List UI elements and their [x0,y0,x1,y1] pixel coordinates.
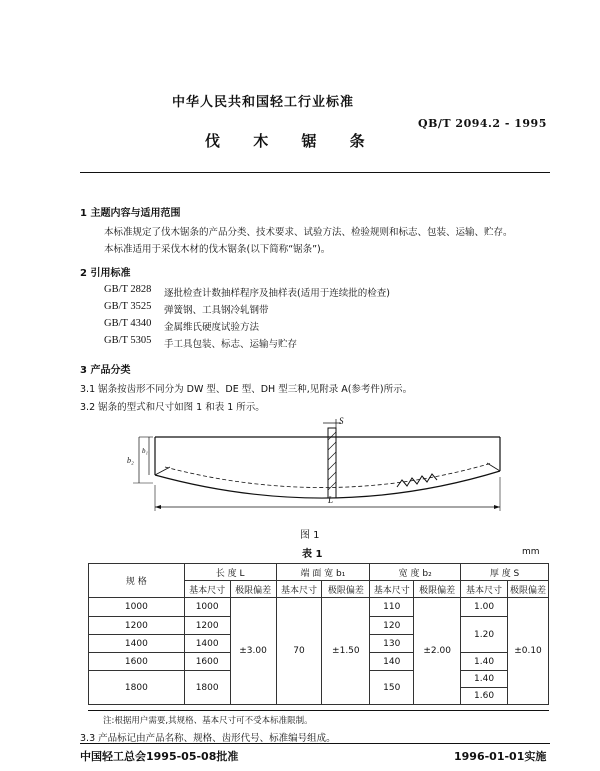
subheader-basic: 基本尺寸 [370,581,414,598]
cell-spec: 1000 [89,598,185,617]
dim-b1-label: b₁ [142,447,148,455]
subheader-tolerance: 极限偏差 [414,581,461,598]
cell-length: 1800 [184,671,230,705]
reference-item [104,301,544,318]
cell-spec: 1600 [89,653,185,671]
cell-width: 110 [370,598,414,617]
blade-left-tick [155,467,170,475]
cell-length: 1200 [184,617,230,635]
cell-thickness-tolerance: ±0.10 [508,598,549,705]
cell-width: 140 [370,653,414,671]
cell-thickness: 1.60 [474,691,495,701]
reference-list [104,284,544,352]
blade-teeth [397,474,437,487]
clause-3-1: 3.1 锯条按齿形不同分为 DW 型、DE 型、DH 型三种,见附录 A(参考件)所示。 [80,384,413,395]
clause-3-2: 3.2 锯条的型式和尺寸如图 1 和表 1 所示。 [80,402,265,413]
cell-spec: 1200 [89,617,185,635]
document-title: 伐 木 锯 条 [205,132,379,150]
dim-l-label: L [328,495,334,505]
subheader-tolerance: 极限偏差 [508,581,549,598]
subheader-basic: 基本尺寸 [276,581,322,598]
cell-width-tolerance: ±2.00 [414,598,461,705]
section3-heading: 3 产品分类 [80,365,131,376]
table-header-row [89,564,549,581]
standard-number: QB/T 2094.2 - 1995 [418,117,547,130]
cell-thickness: 1.40 [461,653,508,671]
section2-heading: 2 引用标准 [80,268,131,279]
reference-code: GB/T 5305 [104,335,152,346]
cell-end-width: 70 [276,598,322,705]
reference-item [104,335,544,352]
reference-title: 手工具包装、标志、运输与贮存 [164,339,298,350]
dim-s-label: S [339,416,344,426]
reference-title: 弹簧钢、工具钢冷轧钢带 [164,305,269,316]
cell-end-width-tolerance: ±1.50 [322,598,370,705]
cell-spec: 1800 [89,671,185,705]
cell-length-tolerance: ±3.00 [230,598,276,705]
header-end-width: 端 面 宽 b₁ [276,564,370,581]
figure-caption: 图 1 [300,530,320,541]
reference-code: GB/T 2828 [104,284,152,295]
clause-3-3: 3.3 产品标记由产品名称、规格、齿形代号、标准编号组成。 [80,733,336,744]
table-caption: 表 1 [302,549,323,560]
header-rule [80,172,550,173]
table-row [89,598,549,617]
cell-thickness-split [461,671,508,705]
header-thickness: 厚 度 S [461,564,549,581]
cell-length: 1600 [184,653,230,671]
footer-rule [80,743,550,744]
section1-heading: 1 主题内容与适用范围 [80,208,181,219]
reference-item [104,318,544,335]
organization-title: 中华人民共和国轻工行业标准 [172,95,355,110]
effective-date: 1996-01-01实施 [454,750,547,763]
issuer-date: 中国轻工总会1995-05-08批准 [80,750,239,763]
cell-thickness: 1.40 [461,671,507,688]
cell-thickness: 1.20 [461,617,508,653]
reference-code: GB/T 4340 [104,318,152,329]
subheader-basic: 基本尺寸 [184,581,230,598]
table-bottom-rule [88,710,549,711]
subheader-tolerance: 极限偏差 [322,581,370,598]
cell-width: 130 [370,635,414,653]
cell-length: 1400 [184,635,230,653]
blade-right-tick [487,463,500,471]
spec-table [88,563,549,705]
header-length: 长 度 L [184,564,276,581]
saw-blade-figure [125,415,515,520]
subheader-tolerance: 极限偏差 [230,581,276,598]
section1-para1: 本标准规定了伐木锯条的产品分类、技术要求、试验方法、检验规则和标志、包装、运输、贮存。 [104,227,513,238]
reference-item [104,284,544,301]
table-note: 注:根据用户需要,其规格、基本尺寸可不受本标准限制。 [103,716,313,726]
reference-title: 金属维氏硬度试验方法 [164,322,260,333]
reference-title: 逐批检查计数抽样程序及抽样表(适用于连续批的检查) [164,288,390,299]
table-unit: mm [522,547,540,557]
reference-code: GB/T 3525 [104,301,152,312]
subheader-basic: 基本尺寸 [461,581,508,598]
header-width: 宽 度 b₂ [370,564,461,581]
section1-para2: 本标准适用于采伐木材的伐木锯条(以下简称“锯条”)。 [104,244,331,255]
dim-b2-label: b₂ [127,456,134,465]
cell-length: 1000 [184,598,230,617]
cell-thickness: 1.00 [461,598,508,617]
cell-width: 150 [370,671,414,705]
cell-width: 120 [370,617,414,635]
header-spec: 规 格 [89,564,185,598]
cell-spec: 1400 [89,635,185,653]
